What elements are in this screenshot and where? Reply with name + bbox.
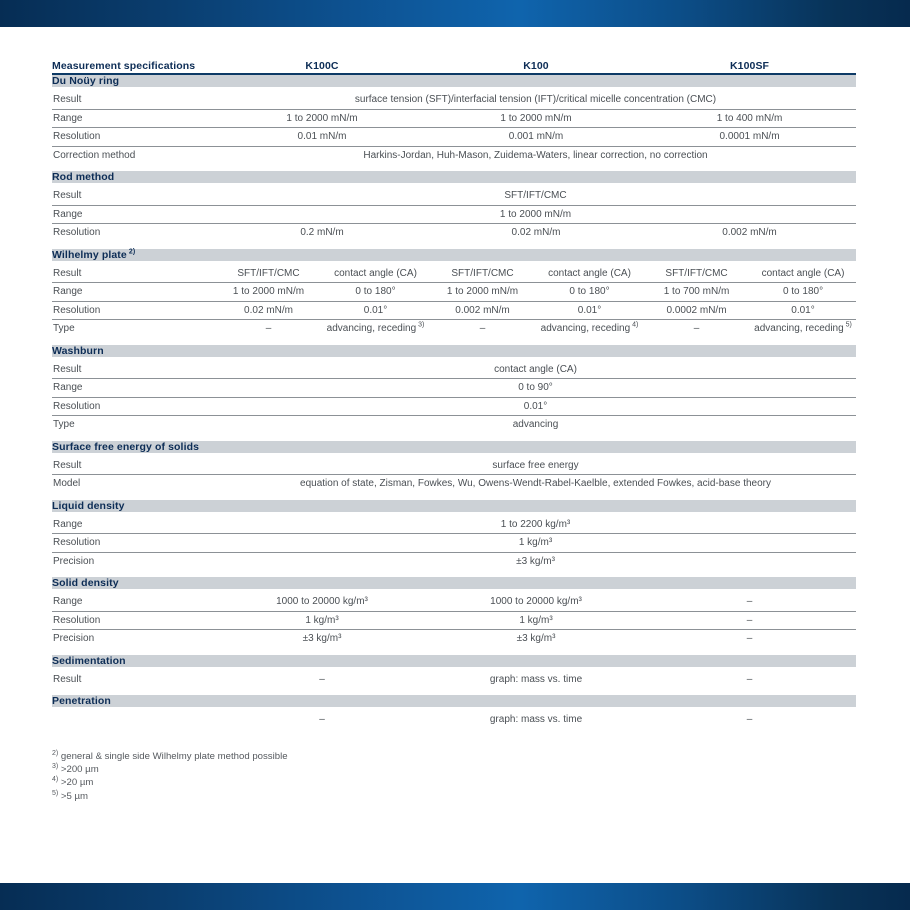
table-row xyxy=(52,593,856,611)
table-row xyxy=(52,397,856,416)
row-label: Result xyxy=(52,187,215,205)
row-value-all: 1 to 2200 kg/m³ xyxy=(215,516,856,534)
bottom-decorative-band xyxy=(0,883,910,910)
row-value-k100sf: – xyxy=(746,633,753,644)
table-row xyxy=(52,516,856,534)
section-header-surface-free-energy-of-solids xyxy=(52,441,856,453)
table-row xyxy=(52,301,856,320)
row-value-k100c: – xyxy=(319,714,325,725)
section-spacer xyxy=(52,570,856,577)
row-label: Model xyxy=(53,478,81,489)
section-header-label: Wilhelmy plate $^{2)}$ xyxy=(52,249,856,261)
row-label: Range xyxy=(52,593,215,611)
spacer-cell xyxy=(52,242,856,249)
row-value-k100sf-b: contact angle (CA) xyxy=(750,265,856,283)
row-value-k100sf-a: – xyxy=(693,323,700,334)
section-header-label: Washburn xyxy=(52,345,856,357)
section-header-label: Solid density xyxy=(52,577,856,589)
section-header-label: Du Noüy ring xyxy=(52,74,856,87)
table-row xyxy=(52,109,856,128)
table-row xyxy=(52,128,856,147)
section-header-wilhelmy-plate xyxy=(52,249,856,261)
spacer-cell xyxy=(52,648,856,655)
row-label: Result xyxy=(52,361,215,379)
row-value-k100c: – xyxy=(319,673,325,685)
table-row xyxy=(52,320,856,338)
row-value-k100sf: 0.002 mN/m xyxy=(722,227,777,238)
table-row xyxy=(52,711,856,729)
section-spacer xyxy=(52,164,856,171)
row-value-k100: 0.02 mN/m xyxy=(511,227,561,238)
table-row xyxy=(52,630,856,648)
row-value-k100c: 1 kg/m³ xyxy=(215,611,429,630)
row-label: Result xyxy=(53,673,82,685)
row-label: Range xyxy=(52,109,215,128)
row-value-k100: ±3 kg/m³ xyxy=(516,633,556,644)
section-spacer xyxy=(52,688,856,695)
row-value-k100c-b: contact angle (CA) xyxy=(322,265,429,283)
section-header-sedimentation xyxy=(52,655,856,667)
top-decorative-band xyxy=(0,0,910,27)
row-value-k100c-a: – xyxy=(265,323,272,334)
table-row xyxy=(52,534,856,553)
section-header-label: Rod method xyxy=(52,171,856,183)
spacer-cell xyxy=(52,434,856,441)
section-header-rod-method xyxy=(52,171,856,183)
section-header-penetration xyxy=(52,695,856,707)
section-header-label: Liquid density xyxy=(52,500,856,512)
row-label: Type xyxy=(53,323,75,334)
footnote-4: $^{5)}$ >5 µm xyxy=(52,789,89,802)
row-value-k100-b: advancing, receding $^{4)}$ xyxy=(540,321,639,334)
row-label: Resolution xyxy=(53,227,101,238)
row-value-k100-a: – xyxy=(479,323,486,334)
footnote-2: $^{3)}$ >200 µm xyxy=(52,763,99,776)
table-row xyxy=(52,146,856,164)
row-value-k100sf: 0.0001 mN/m xyxy=(643,128,856,147)
table-row xyxy=(52,611,856,630)
table-title: Measurement specifications xyxy=(52,60,196,72)
spacer-cell xyxy=(52,493,856,500)
footnote-1: $^{2)}$ general & single side Wilhelmy plate method possible xyxy=(52,749,288,762)
row-value-k100c: 1 to 2000 mN/m xyxy=(215,109,429,128)
row-value-k100: graph: mass vs. time xyxy=(489,714,583,725)
row-value-all: 1 kg/m³ xyxy=(215,534,856,553)
table-row xyxy=(52,361,856,379)
row-value-k100sf-a: 0.0002 mN/m xyxy=(643,301,750,320)
row-value-k100c-b: 0 to 180° xyxy=(322,283,429,302)
row-label: Result xyxy=(52,457,215,475)
footnotes xyxy=(52,750,288,803)
row-label: Resolution xyxy=(52,534,215,553)
section-header-solid-density xyxy=(52,577,856,589)
row-value-k100-a: 1 to 2000 mN/m xyxy=(429,283,536,302)
spacer-cell xyxy=(52,570,856,577)
column-header-k100sf: K100SF xyxy=(729,60,770,72)
row-value-k100c: 0.01 mN/m xyxy=(215,128,429,147)
section-spacer xyxy=(52,242,856,249)
section-header-label: Penetration xyxy=(52,695,856,707)
row-value-all: 1 to 2000 mN/m xyxy=(215,205,856,224)
row-label: Result xyxy=(52,91,215,109)
row-label: Range xyxy=(52,379,215,398)
row-value-all: surface tension (SFT)/interfacial tension (IFT)/critical micelle concentration (CMC) xyxy=(215,91,856,109)
row-label: Precision xyxy=(53,555,95,567)
row-value-all: contact angle (CA) xyxy=(215,361,856,379)
table-row xyxy=(52,187,856,205)
table-row xyxy=(52,457,856,475)
section-header-du-no-y-ring xyxy=(52,74,856,87)
row-value-k100c: ±3 kg/m³ xyxy=(302,633,342,644)
table-row xyxy=(52,379,856,398)
specification-table xyxy=(52,60,856,729)
row-label: Resolution xyxy=(52,611,215,630)
footnote-3: $^{4)}$ >20 µm xyxy=(52,776,94,789)
table-row xyxy=(52,552,856,570)
row-value-k100: 1000 to 20000 kg/m³ xyxy=(429,593,643,611)
row-value-k100sf-b: advancing, receding $^{5)}$ xyxy=(754,321,852,334)
row-value-k100: 1 to 2000 mN/m xyxy=(429,109,643,128)
row-label: Type xyxy=(53,419,75,430)
section-header-label: Sedimentation xyxy=(52,655,856,667)
row-value-k100c-a: 1 to 2000 mN/m xyxy=(215,283,322,302)
row-value-k100sf: – xyxy=(746,673,753,685)
row-label: Result xyxy=(52,265,215,283)
row-value-k100-a: SFT/IFT/CMC xyxy=(429,265,536,283)
row-value-k100-a: 0.002 mN/m xyxy=(429,301,536,320)
row-label: Resolution xyxy=(52,301,215,320)
row-label: Correction method xyxy=(53,149,136,161)
row-value-k100sf: – xyxy=(746,714,753,725)
row-value-k100-b: contact angle (CA) xyxy=(536,265,643,283)
row-value-k100sf: 1 to 400 mN/m xyxy=(643,109,856,128)
section-header-washburn xyxy=(52,345,856,357)
row-value-k100sf: – xyxy=(643,611,856,630)
table-row xyxy=(52,224,856,242)
row-value-k100c: 0.2 mN/m xyxy=(300,227,344,238)
row-value-all: advancing xyxy=(512,419,559,430)
sheet-body xyxy=(0,27,910,883)
section-header-label: Surface free energy of solids xyxy=(52,441,856,453)
row-value-k100c-a: 0.02 mN/m xyxy=(215,301,322,320)
section-spacer xyxy=(52,648,856,655)
row-value-k100sf: – xyxy=(643,593,856,611)
row-value-k100sf-a: SFT/IFT/CMC xyxy=(643,265,750,283)
row-value-k100-b: 0 to 180° xyxy=(536,283,643,302)
row-value-all: Harkins-Jordan, Huh-Mason, Zuidema-Waters, linear correction, no correction xyxy=(363,149,708,161)
row-value-k100sf-b: 0.01° xyxy=(750,301,856,320)
row-label: Range xyxy=(52,283,215,302)
row-label: Range xyxy=(52,516,215,534)
row-label: Resolution xyxy=(52,128,215,147)
table-row xyxy=(52,283,856,302)
row-value-k100sf-b: 0 to 180° xyxy=(750,283,856,302)
row-label: Range xyxy=(52,205,215,224)
section-spacer xyxy=(52,338,856,345)
row-value-k100c-a: SFT/IFT/CMC xyxy=(215,265,322,283)
row-value-k100c: 1000 to 20000 kg/m³ xyxy=(215,593,429,611)
table-row xyxy=(52,475,856,493)
row-value-k100c-b: 0.01° xyxy=(322,301,429,320)
spacer-cell xyxy=(52,338,856,345)
row-value-all: 0.01° xyxy=(215,397,856,416)
table-row xyxy=(52,671,856,689)
row-value-k100sf-a: 1 to 700 mN/m xyxy=(643,283,750,302)
row-value-k100c-b: advancing, receding $^{3)}$ xyxy=(326,321,425,334)
row-value-all: ±3 kg/m³ xyxy=(516,555,555,567)
table-row xyxy=(52,416,856,434)
row-value-k100-b: 0.01° xyxy=(536,301,643,320)
row-value-all: 0 to 90° xyxy=(215,379,856,398)
spacer-cell xyxy=(52,688,856,695)
row-value-k100: 0.001 mN/m xyxy=(429,128,643,147)
row-value-all: equation of state, Zisman, Fowkes, Wu, Owens-Wendt-Rabel-Kaelble, extended Fowkes, acid-base theory xyxy=(300,478,771,489)
row-label: Precision xyxy=(53,633,95,644)
section-header-liquid-density xyxy=(52,500,856,512)
row-label: Resolution xyxy=(52,397,215,416)
table-row xyxy=(52,205,856,224)
column-header-row xyxy=(52,60,856,72)
column-header-k100c: K100C xyxy=(305,60,339,72)
section-spacer xyxy=(52,493,856,500)
row-value-k100: 1 kg/m³ xyxy=(429,611,643,630)
spacer-cell xyxy=(52,164,856,171)
row-value-k100: graph: mass vs. time xyxy=(489,673,583,685)
section-spacer xyxy=(52,434,856,441)
row-value-all: surface free energy xyxy=(215,457,856,475)
table-row xyxy=(52,91,856,109)
row-label xyxy=(52,711,215,729)
table-row xyxy=(52,265,856,283)
column-header-k100: K100 xyxy=(523,60,549,72)
row-value-all: SFT/IFT/CMC xyxy=(215,187,856,205)
